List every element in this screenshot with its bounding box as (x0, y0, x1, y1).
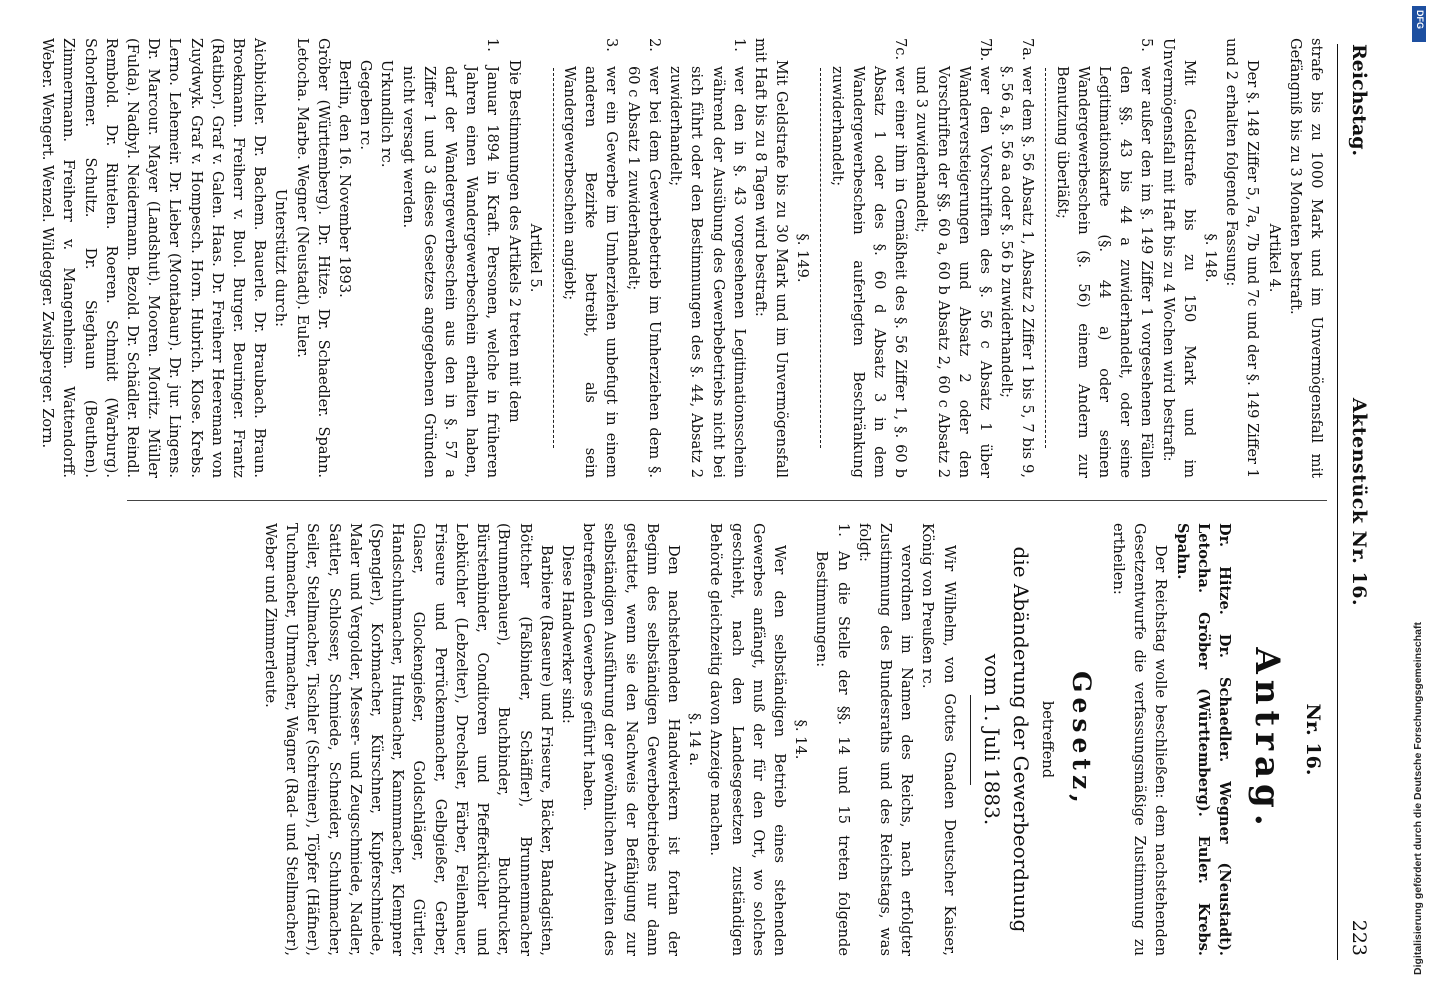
item-text: An die Stelle der §§. 14 und 15 treten folgende Bestimmungen: (813, 551, 852, 956)
motion-intro: Der Reichstag wolle beschließen: dem nachstehenden Gesetzentwurfe die verfassungsmäßige Zustimmung zu ertheilen: (1109, 523, 1170, 956)
dfg-logo: DFG (1412, 6, 1426, 42)
item-label: 1. (834, 523, 852, 537)
right-column (127, 500, 1327, 956)
text-columns (39, 38, 1327, 970)
item-label: 7b. (976, 38, 994, 62)
digitization-notice: Digitalisierung gefördert durch die Deutsche Forschungsgemeinschaft (1412, 622, 1424, 975)
law-subject: die Abänderung der Gewerbeordnung (1008, 546, 1033, 933)
item-label: 5. (1138, 38, 1156, 52)
closing-formula: Gegeben rc. (357, 59, 375, 150)
article-4-intro: Der §. 148 Ziffer 5, 7a, 7b und 7c und der §. 149 Ziffer 1 und 2 erhalten folgende Fassung: (1223, 38, 1262, 478)
motion-title: Antrag. (1247, 647, 1287, 832)
law-betreffend: betreffend (1038, 700, 1056, 779)
section-148-item (911, 38, 996, 478)
item-text: wer den Vorschriften des §. 56 c Absatz 1 über Wanderversteigerungen und Absatz 2 oder den Vorschriften der §§. 60 a, 60 b Absatz 2, 60 c Absatz 2 und 3 zuwiderhandelt; (913, 66, 994, 478)
section-149-intro: Mit Geldstrafe bis zu 30 Mark und im Unvermögensfall mit Haft bis zu 8 Tagen wird bestraft: (751, 38, 791, 478)
section-149-title: §. 149. (794, 233, 812, 283)
law-heading: Gesetz, (1066, 671, 1096, 808)
section-14a-text: Den nachstehenden Handwerkern ist fortan der Beginn des selbständigen Gewerbebetriebes nur dann gestattet, wenn sie den Nachweis der Befähigung zur selbständigen Ausführung der gewöhnlichen Arbeiten des betreffenden Gewerbes geführt haben. (580, 523, 682, 956)
trades-list: Barbiere (Raseure) und Friseure, Bäcker, Bandagisten, Böttcher (Faßbinder, Schäffler), Brunnenmacher (Brunnenbauer), Buchbinder, Buchdrucker, Bürstenbinder, Conditoren und Pfefferküchler und Lebküchler (Lebzelter), Drechsler, Färber, Feilenhauer, Friseure und Perrückenmacher, Gelbgießer, Gerber, Glaser, Glockengießer, Goldschläger, Gürtler, Handschuhmacher, Hutmacher, Kammmacher, Klempner (Spengler), Korbmacher, Kürschner, Kupferschmiede, Maler und Vergolder, Messer- und Zeugschmiede, Nadler, Sattler, Schlosser, Schmiede, Schneider, Schuhmacher, Seiler, Stellmacher, Tischler (Schreiner), Töpfer (Häfner), Tuchmacher, Uhrmacher, Wagner (Rad- und Stellmacher), Weber und Zimmerleute. (262, 523, 555, 956)
continuation-text: strafe bis zu 1000 Mark und im Unvermögensfall mit Gefängniß bis zu 3 Monaten bestraft. (1286, 38, 1325, 478)
article-5-intro: Die Bestimmungen des Artikels 2 treten mit dem (505, 59, 523, 423)
item-label: 1. (484, 38, 502, 52)
item-text: wer den in §. 43 vorgesehenen Legitimationsschein während der Ausübung des Gewerbebetriebs nicht bei sich führt oder den Bestimmungen des §. 44, Absatz 2 zuwiderhandelt; (667, 66, 748, 478)
article-5-item (397, 38, 503, 478)
section-149-item (559, 38, 623, 478)
item-label: 2. (645, 38, 663, 52)
section-148-item (1051, 38, 1157, 478)
section-148-item (996, 38, 1038, 478)
enactment-clause: verordnen im Namen des Reichs, nach erfolgter Zustimmung des Bundesraths und des Reichstags, was folgt: (855, 523, 916, 956)
omission-dashes (820, 68, 821, 448)
item-label: 3. (603, 38, 621, 52)
motion-number: Nr. 16. (1302, 703, 1324, 776)
item-text: Januar 1894 in Kraft. Personen, welche in früheren Jahren einen Wandergewerbeschein erhalten haben, darf der Wandergewerbeschein aus den in §. 57 a Ziffer 1 und 3 dieses Gesetzes angegebenen Gründen nicht versagt werden. (399, 66, 502, 478)
closing-formula: Urkundlich rc. (378, 59, 396, 168)
item-text: wer bei dem Gewerbebetrieb im Umherziehen dem §. 60 c Absatz 1 zuwiderhandelt; (624, 66, 663, 478)
item-text: wer ein Gewerbe im Umherziehen unbefugt in einem anderen Bezirke betreibt, als sein Wandergewerbeschein angiebt; (561, 66, 621, 478)
place-date: Berlin, den 16. November 1893. (336, 59, 354, 298)
section-14-text: Wer den selbständigen Betrieb eines stehenden Gewerbes anfängt, muß der für den Ort, wo solches geschieht, nach den Landesgesetzen zuständigen Behörde gleichzeitig davon Anzeige machen. (707, 523, 788, 956)
item-text: wer einer ihm in Gemäßheit des §. 56 Ziffer 1, §. 60 b Absatz 1 oder des §. 60 d Absatz 3 in dem Wandergewerbeschein auferlegten Beschränkung zuwiderhandelt; (828, 66, 910, 478)
law-date: vom 1. Juli 1883. (979, 653, 1004, 826)
item-label: 7a. (1019, 38, 1037, 61)
article-5-title: Artikel 5. (526, 223, 544, 293)
omission-dashes (1045, 68, 1046, 448)
article-4-title: Artikel 4. (1265, 223, 1283, 293)
header-title: Aktenstück Nr. 16. (1348, 397, 1370, 607)
left-column (39, 38, 1327, 494)
section-149-item (623, 38, 665, 478)
section-148-intro: Mit Geldstrafe bis zu 150 Mark und im Unvermögensfall mit Haft bis zu 4 Wochen wird bestraft: (1159, 38, 1198, 478)
section-148-item (826, 38, 911, 478)
divider (970, 695, 971, 785)
section-14-title: §. 14. (792, 719, 810, 760)
preamble: Wir Wilhelm, von Gottes Gnaden Deutscher Kaiser, König von Preußen rc. (919, 523, 958, 956)
omission-dashes (553, 68, 554, 448)
trades-intro: Diese Handwerker sind: (558, 544, 576, 724)
section-149-item (665, 38, 750, 478)
supported-label: Unterstützt durch: (272, 188, 290, 328)
supporters: Aichbichler. Dr. Bachem. Bauerle. Dr. Braubach. Braun. Broekmann. Freiherr v. Buol. Burger. Beuringer. Frantz (Ratibor). Graf v. Galen. Haas. Dr. Freiherr Heereman von Zuydwyk. Graf v. Hompesch. Horn. Hubrich. Klose. Krebs. Lerno. Lehemeir. Dr. Lieber (Montabaur). Dr. jur. Lingens. Dr. Marcour. Mayer (Landshut). Mooren. Moritz. Müller (Fulda). Nadbyl. Neidermann. Bezold. Dr. Schädler. Reindl. Rembold. Dr. Rintelen. Roeren. Schmidt (Warburg). Schorlemer. Schultz. Dr. Sieghaun (Beuthen). Zimmermann. Freiherr v. Mangenheim. Wattendorff. Weber. Wengert. Wenzel. Wildegger. Zwislperger. Zorn. (39, 38, 269, 478)
section-14a-title: §. 14 a. (686, 712, 704, 767)
motion-signers: Dr. Hitze. Dr. Schaedler. Wegner (Neustadt). Letocha. Gröber (Württemberg). Euler. Krebs. Spahn. (1173, 523, 1233, 956)
header-left: Reichstag. (1348, 44, 1370, 157)
article-1-item (811, 523, 853, 956)
signers: Gröber (Württemberg). Dr. Hitze. Dr. Schaedler. Spahn. Letocha. Marbe. Wegner (Neustadt). Euler. (293, 38, 332, 478)
item-label: 7c. (892, 38, 910, 61)
page-number: 223 (1348, 919, 1370, 956)
item-text: wer dem §. 56 Absatz 1, Absatz 2 Ziffer 1 bis 5, 7 bis 9, §. 56 a, §. 56 aa oder §. 56 b zuwiderhandelt; (998, 66, 1037, 478)
item-label: 1. (730, 38, 748, 52)
section-148-title: §. 148. (1201, 233, 1219, 283)
item-text: wer außer den im §. 149 Ziffer 1 vorgesehenen Fällen den §§. 43 bis 44 a zuwiderhandelt, oder seine Legitimationskarte (§. 44 a) oder seinen Wandergewerbeschein (§. 56) einem Andern zur Benutzung überläßt; (1053, 66, 1156, 478)
running-header (1337, 44, 1372, 960)
